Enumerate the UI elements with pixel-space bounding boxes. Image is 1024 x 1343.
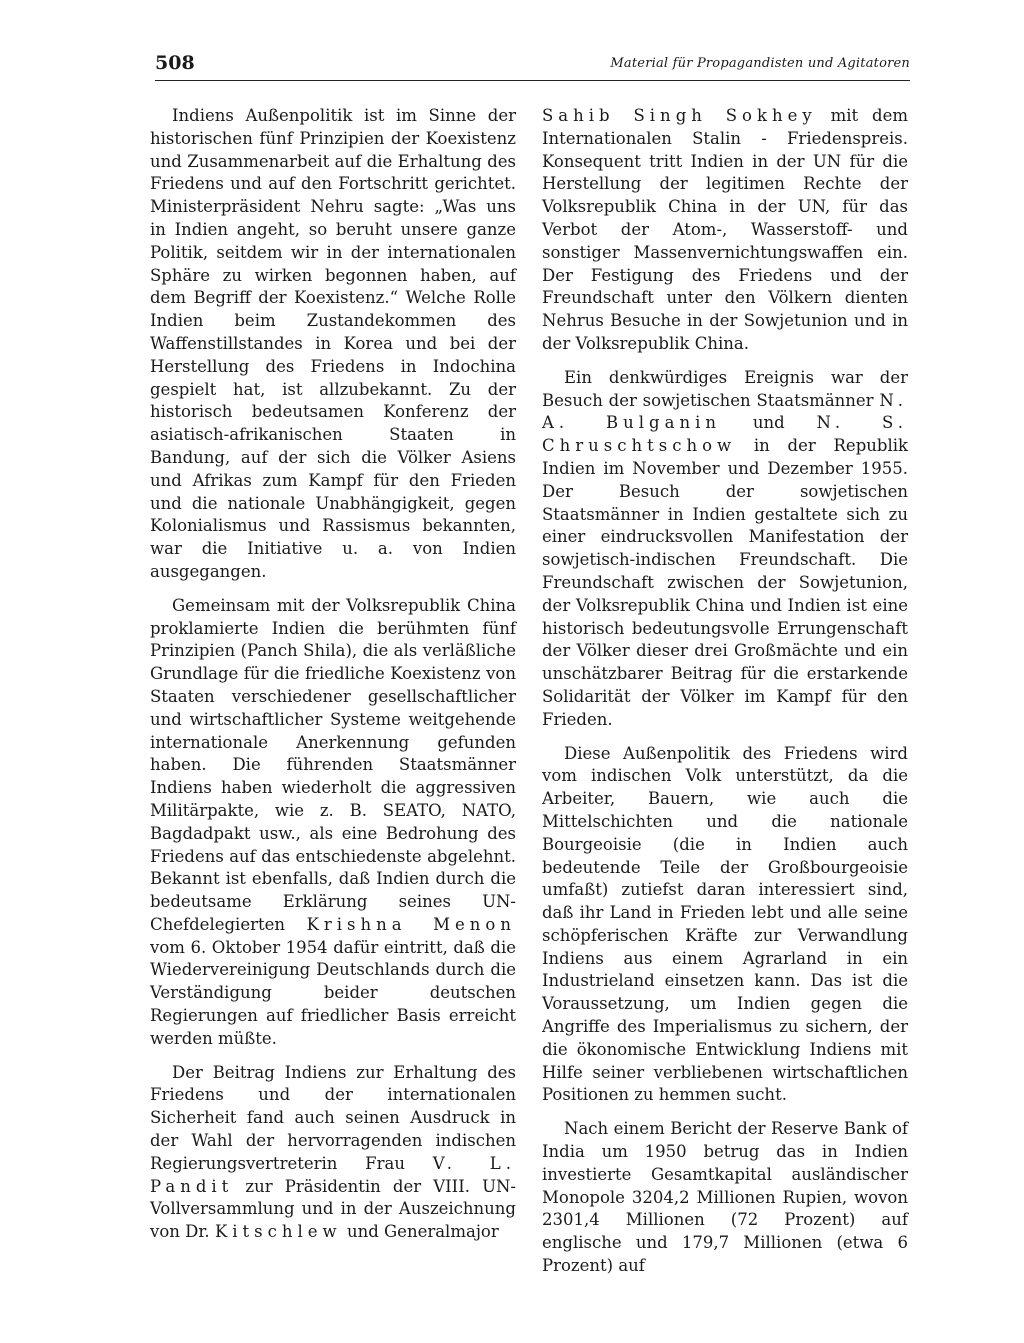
page-number: 508 (155, 52, 195, 74)
text-run: und Generalmajor (346, 1222, 499, 1242)
text-run: zur Präsidentin der VIII. UN-Vollversammlung und in der Auszeichnung von Dr. (150, 1176, 517, 1242)
page-header (155, 52, 910, 82)
text-run: mit dem Internationalen Stalin - Friedenspreis. Konsequent tritt Indien in der UN für die Herstellung der legitimen Rechte der Volksrepublik China in der UN, für das Verbot der Atom-, Wasserstoff- und sonstiger Massenvernichtungswaffen ein. Der Festigung des Friedens und der Freundschaft unter den Völkern dienten Nehrus Besuche in der Sowjetunion und in der Volksrepublik China. (542, 106, 908, 353)
text-run: Gemeinsam mit der Volksrepublik China proklamierte Indien die berühmten fünf Prinzipien (Panch Shila), die als verläßliche Grundlage für die friedliche Koexistenz von Staaten verschiedener gesellschaftlicher und wirtschaftlicher Systeme weitgehende internationale Anerkennung gefunden haben. Die führenden Staatsmänner Indiens haben wiederholt die aggressiven Militärpakte, wie z. B. SEATO, NATO, Bagdadpakt usw., als eine Bedrohung des Friedens auf das entschiedenste abgelehnt. Bekannt ist ebenfalls, daß Indien durch die bedeutsame Erklärung seines UN-Chefdelegierten (150, 595, 516, 934)
text-run: in der Republik Indien im November und Dezember 1955. Der Besuch der sowjetischen Staatsmänner in Indien gestaltete sich zu einer eindrucksvollen Manifestation der sowjetisch-indischen Freundschaft. Die Freundschaft zwischen der Sowjetunion, der Volksrepublik China und Indien ist eine historisch bedeutungsvolle Errungenschaft der Völker dieser drei Großmächte und ein unschätzbarer Beitrag für die erstarkende Solidarität der Völker im Kampf für den Frieden. (542, 436, 909, 729)
left-column (150, 105, 516, 1255)
paragraph (150, 595, 516, 1051)
header-rule (155, 80, 910, 81)
paragraph (150, 1062, 516, 1244)
person-name: Krishna Menon (306, 914, 516, 934)
text-run: und (752, 413, 785, 433)
text-run: Der Beitrag Indiens zur Erhaltung des Friedens und der internationalen Sicherheit fand auch seinen Ausdruck in der Wahl der hervorragenden indischen Regierungsvertreterin Frau (150, 1062, 516, 1173)
paragraph (542, 367, 908, 732)
person-name: Kitschlew (214, 1222, 342, 1242)
text-run: Ein denkwürdiges Ereignis war der Besuch der sowjetischen Staatsmänner (542, 367, 908, 410)
paragraph: Indiens Außenpolitik ist im Sinne der historischen fünf Prinzipien der Koexistenz und Zusammenarbeit auf die Erhaltung des Friedens und auf den Fortschritt gerichtet. Ministerpräsident Nehru sagte: „Was uns in Indien angeht, so beruht unsere ganze Politik, seitdem wir in der internationalen Sphäre zu wirken begonnen haben, auf dem Begriff der Koexistenz.“ Welche Rolle Indien beim Zustandekommen des Waffenstillstandes in Korea und bei der Herstellung des Friedens in Indochina gespielt hat, ist allzubekannt. Zu der historisch bedeutsamen Konferenz der asiatisch-afrikanischen Staaten in Bandung, auf der sich die Völker Asiens und Afrikas zum Kampf für den Frieden und die nationale Unabhängigkeit, gegen Kolonialismus und Rassismus bekannten, war die Initiative u. a. von Indien ausgegangen. (150, 106, 516, 581)
person-name: N. A. Bulganin (542, 390, 909, 433)
paragraph: Nach einem Bericht der Reserve Bank of India um 1950 betrug das in Indien investierte Gesamtkapital ausländischer Monopole 3204,2 Millionen Rupien, wovon 2301,4 Millionen (72 Prozent) auf englische und 179,7 Millionen (etwa 6 Prozent) auf (542, 1119, 908, 1276)
text-run: vom 6. Oktober 1954 dafür eintritt, daß die Wiedervereinigung Deutschlands durch die Verständigung beider deutschen Regierungen auf friedlicher Basis erreicht werden müßte. (150, 937, 516, 1048)
paragraph: Diese Außenpolitik des Friedens wird vom indischen Volk unterstützt, da die Arbeiter, Bauern, wie auch die Mittelschichten und die nationale Bourgeoisie (die in Indien auch bedeutende Teile der Großbourgeoisie umfaßt) zutiefst daran interessiert sind, daß ihr Land in Frieden lebt und alle seine schöpferischen Kräfte zur Verwandlung Indiens aus einem Agrarland in ein Industrieland einsetzen kann. Das ist die Voraussetzung, um Indien gegen die Angriffe des Imperialismus zu sichern, der die ökonomische Entwicklung Indiens mit Hilfe seiner verbliebenen wirtschaftlichen Positionen zu hemmen sucht. (542, 743, 908, 1105)
person-name: V. L. Pandit (150, 1153, 517, 1196)
person-name: Sahib Singh Sokhey (542, 106, 817, 125)
paragraph (542, 105, 908, 356)
person-name: N. S. Chruschtschow (542, 413, 908, 456)
running-title: Material für Propagandisten und Agitatoren (610, 56, 910, 71)
right-column (542, 105, 908, 1289)
